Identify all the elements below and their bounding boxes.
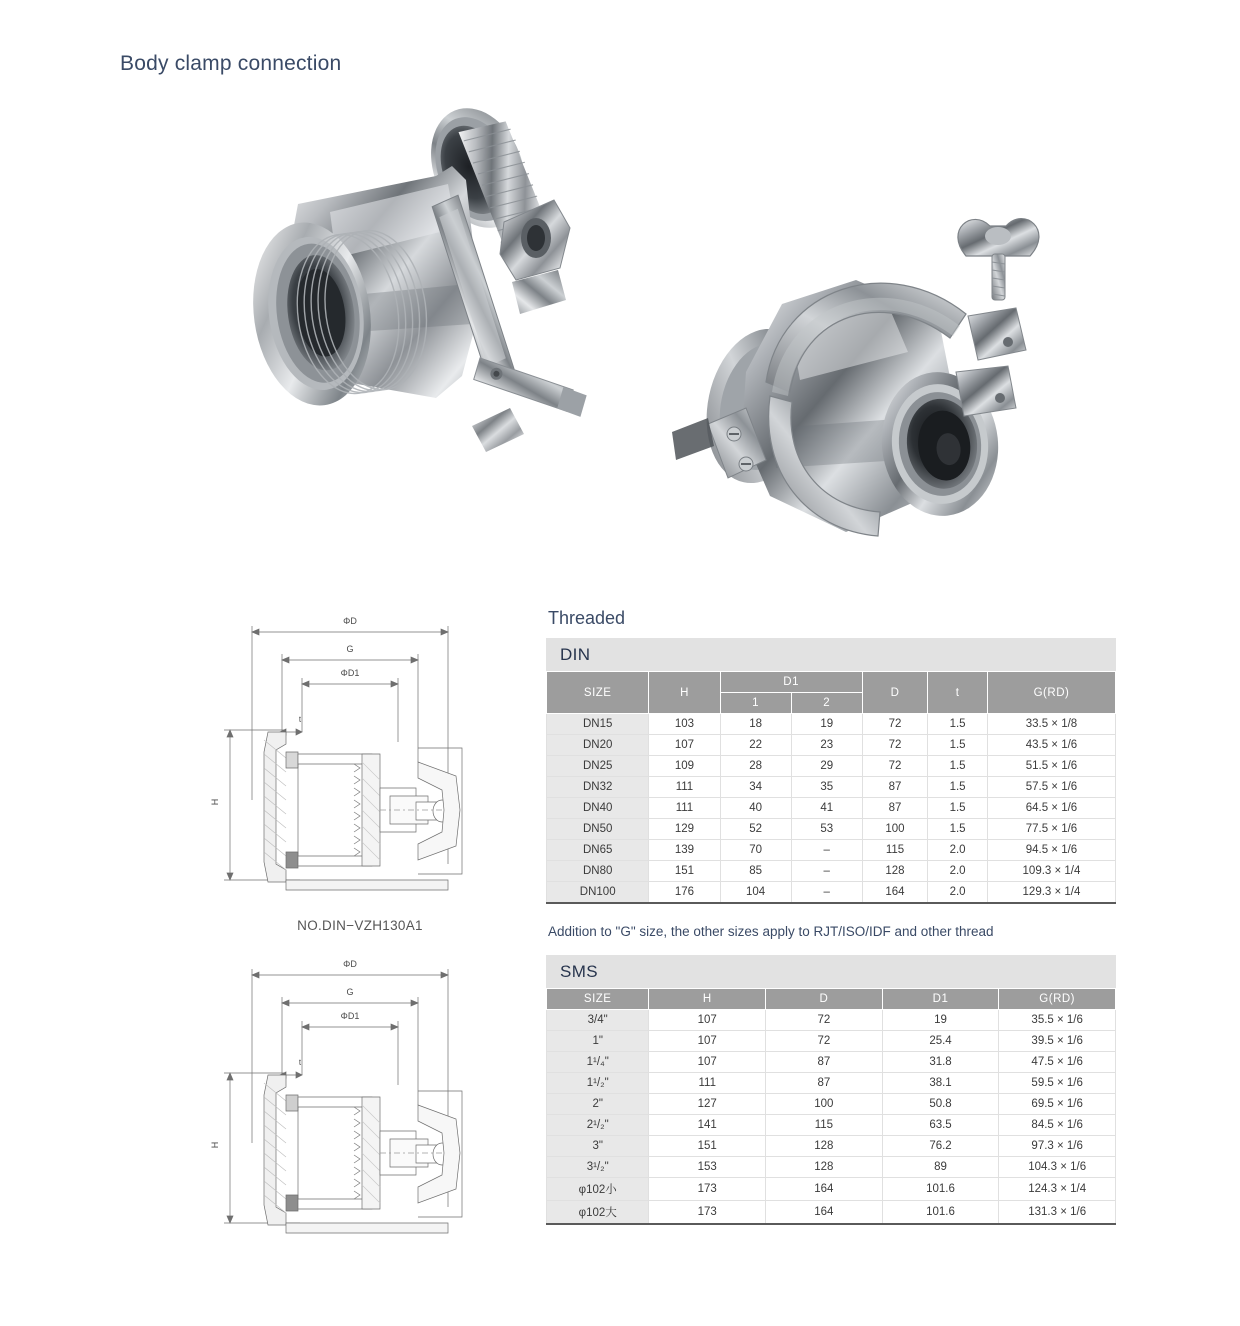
sms-cell-d: 128 bbox=[766, 1156, 883, 1177]
drawing-caption-din: NO.DIN−VZH130A1 bbox=[297, 918, 423, 933]
sms-cell-size: φ102小 bbox=[547, 1177, 649, 1200]
table-row bbox=[547, 714, 1116, 735]
threaded-section bbox=[546, 608, 1116, 1225]
din-cell-size: DN100 bbox=[547, 882, 649, 903]
svg-text:H: H bbox=[210, 1141, 220, 1149]
sms-cell-g: 131.3 × 1/6 bbox=[999, 1200, 1116, 1224]
sms-cell-d1: 25.4 bbox=[882, 1030, 999, 1051]
din-th-d1-1: 1 bbox=[720, 693, 791, 714]
sms-cell-d1: 76.2 bbox=[882, 1135, 999, 1156]
svg-text:ΦD: ΦD bbox=[343, 959, 357, 969]
din-th-h: H bbox=[649, 672, 720, 714]
svg-text:G: G bbox=[346, 987, 354, 997]
sms-cell-size: φ102大 bbox=[547, 1200, 649, 1224]
sms-cell-h: 173 bbox=[649, 1200, 766, 1224]
table-row bbox=[547, 1156, 1116, 1177]
din-th-d: D bbox=[862, 672, 927, 714]
din-cell-d1_1: 22 bbox=[720, 735, 791, 756]
table-row bbox=[547, 1093, 1116, 1114]
sms-th-d: D bbox=[766, 988, 883, 1009]
din-cell-d1_2: – bbox=[791, 840, 862, 861]
din-cell-d1_2: – bbox=[791, 882, 862, 903]
product-photo-threaded-check-valve bbox=[180, 108, 600, 453]
din-cell-d1_1: 34 bbox=[720, 777, 791, 798]
sms-th-h: H bbox=[649, 988, 766, 1009]
din-cell-size: DN65 bbox=[547, 840, 649, 861]
table-row bbox=[547, 1030, 1116, 1051]
din-cell-g: 64.5 × 1/6 bbox=[987, 798, 1115, 819]
sms-cell-d: 72 bbox=[766, 1009, 883, 1030]
svg-text:t: t bbox=[298, 1058, 302, 1067]
din-cell-h: 151 bbox=[649, 861, 720, 882]
table-row bbox=[547, 735, 1116, 756]
din-cell-t: 1.5 bbox=[928, 735, 988, 756]
din-cell-d1_2: 23 bbox=[791, 735, 862, 756]
din-cell-size: DN80 bbox=[547, 861, 649, 882]
sms-cell-d: 164 bbox=[766, 1177, 883, 1200]
table-row bbox=[547, 819, 1116, 840]
din-cell-t: 1.5 bbox=[928, 798, 988, 819]
table-row bbox=[547, 861, 1116, 882]
din-cell-g: 57.5 × 1/6 bbox=[987, 777, 1115, 798]
din-th-d1-group: D1 bbox=[720, 672, 862, 693]
sms-cell-d: 128 bbox=[766, 1135, 883, 1156]
din-th-d1-2: 2 bbox=[791, 693, 862, 714]
din-cell-g: 77.5 × 1/6 bbox=[987, 819, 1115, 840]
threaded-heading: Threaded bbox=[548, 608, 626, 628]
din-table-banner: DIN bbox=[546, 638, 1116, 671]
svg-text:ΦD: ΦD bbox=[343, 616, 357, 626]
sms-cell-size: 3/4" bbox=[547, 1009, 649, 1030]
din-cell-g: 51.5 × 1/6 bbox=[987, 756, 1115, 777]
din-cell-d1_1: 40 bbox=[720, 798, 791, 819]
table-row bbox=[547, 1072, 1116, 1093]
sms-cell-g: 47.5 × 1/6 bbox=[999, 1051, 1116, 1072]
din-cell-size: DN20 bbox=[547, 735, 649, 756]
din-cell-d: 164 bbox=[862, 882, 927, 903]
sms-th-size: SIZE bbox=[547, 988, 649, 1009]
din-cell-h: 111 bbox=[649, 777, 720, 798]
din-cell-d1_1: 28 bbox=[720, 756, 791, 777]
table-row bbox=[547, 840, 1116, 861]
sms-cell-d: 100 bbox=[766, 1093, 883, 1114]
sms-cell-g: 124.3 × 1/4 bbox=[999, 1177, 1116, 1200]
din-cell-d1_1: 104 bbox=[720, 882, 791, 903]
din-cell-g: 109.3 × 1/4 bbox=[987, 861, 1115, 882]
sms-cell-g: 59.5 × 1/6 bbox=[999, 1072, 1116, 1093]
din-cell-d1_1: 70 bbox=[720, 840, 791, 861]
sms-cell-h: 173 bbox=[649, 1177, 766, 1200]
din-cell-t: 1.5 bbox=[928, 756, 988, 777]
sms-table-banner: SMS bbox=[546, 955, 1116, 988]
din-cell-g: 94.5 × 1/6 bbox=[987, 840, 1115, 861]
din-cell-d: 72 bbox=[862, 756, 927, 777]
din-cell-h: 109 bbox=[649, 756, 720, 777]
sms-cell-h: 127 bbox=[649, 1093, 766, 1114]
product-photo-clamp-check-valve bbox=[650, 196, 1070, 582]
sms-cell-g: 69.5 × 1/6 bbox=[999, 1093, 1116, 1114]
sms-cell-d1: 50.8 bbox=[882, 1093, 999, 1114]
sms-cell-d1: 101.6 bbox=[882, 1177, 999, 1200]
din-cell-d1_2: 29 bbox=[791, 756, 862, 777]
din-cell-g: 33.5 × 1/8 bbox=[987, 714, 1115, 735]
din-th-size: SIZE bbox=[547, 672, 649, 714]
din-cell-h: 176 bbox=[649, 882, 720, 903]
sms-table-body bbox=[547, 1009, 1116, 1224]
sms-cell-d: 72 bbox=[766, 1030, 883, 1051]
sms-cell-d: 164 bbox=[766, 1200, 883, 1224]
din-cell-h: 111 bbox=[649, 798, 720, 819]
sms-table-head bbox=[547, 988, 1116, 1009]
sms-th-d1: D1 bbox=[882, 988, 999, 1009]
sms-cell-d: 87 bbox=[766, 1072, 883, 1093]
sms-cell-d1: 31.8 bbox=[882, 1051, 999, 1072]
din-table bbox=[546, 671, 1116, 904]
din-cell-d1_2: 41 bbox=[791, 798, 862, 819]
din-cell-t: 2.0 bbox=[928, 861, 988, 882]
sms-cell-h: 111 bbox=[649, 1072, 766, 1093]
sms-cell-size: 3¹/₂" bbox=[547, 1156, 649, 1177]
sms-th-g: G(RD) bbox=[999, 988, 1116, 1009]
din-cell-h: 139 bbox=[649, 840, 720, 861]
din-cell-d: 115 bbox=[862, 840, 927, 861]
din-cell-size: DN32 bbox=[547, 777, 649, 798]
din-cell-d1_2: 53 bbox=[791, 819, 862, 840]
din-cell-g: 129.3 × 1/4 bbox=[987, 882, 1115, 903]
technical-drawing-din bbox=[190, 612, 530, 912]
svg-text:t: t bbox=[298, 715, 302, 724]
din-table-body bbox=[547, 714, 1116, 903]
sms-cell-g: 84.5 × 1/6 bbox=[999, 1114, 1116, 1135]
table-row bbox=[547, 1200, 1116, 1224]
svg-text:ΦD1: ΦD1 bbox=[340, 1011, 360, 1021]
din-table-head bbox=[547, 672, 1116, 714]
table-row bbox=[547, 882, 1116, 903]
sms-cell-d1: 19 bbox=[882, 1009, 999, 1030]
din-cell-d1_2: 19 bbox=[791, 714, 862, 735]
din-cell-g: 43.5 × 1/6 bbox=[987, 735, 1115, 756]
thread-note: Addition to "G" size, the other sizes apply to RJT/ISO/IDF and other thread bbox=[548, 923, 994, 939]
table-row bbox=[547, 1177, 1116, 1200]
table-row bbox=[547, 777, 1116, 798]
din-cell-d: 72 bbox=[862, 735, 927, 756]
din-cell-h: 107 bbox=[649, 735, 720, 756]
din-cell-d1_1: 85 bbox=[720, 861, 791, 882]
din-th-t: t bbox=[928, 672, 988, 714]
din-cell-size: DN40 bbox=[547, 798, 649, 819]
din-cell-t: 1.5 bbox=[928, 777, 988, 798]
sms-cell-g: 39.5 × 1/6 bbox=[999, 1030, 1116, 1051]
svg-text:G: G bbox=[346, 644, 354, 654]
din-cell-size: DN15 bbox=[547, 714, 649, 735]
din-cell-size: DN25 bbox=[547, 756, 649, 777]
table-row bbox=[547, 798, 1116, 819]
svg-text:ΦD1: ΦD1 bbox=[340, 668, 360, 678]
sms-cell-h: 153 bbox=[649, 1156, 766, 1177]
sms-cell-h: 151 bbox=[649, 1135, 766, 1156]
page-title: Body clamp connection bbox=[120, 52, 342, 75]
din-cell-t: 2.0 bbox=[928, 840, 988, 861]
din-cell-h: 129 bbox=[649, 819, 720, 840]
din-cell-t: 1.5 bbox=[928, 714, 988, 735]
din-cell-d: 87 bbox=[862, 777, 927, 798]
din-th-g: G(RD) bbox=[987, 672, 1115, 714]
sms-cell-d: 115 bbox=[766, 1114, 883, 1135]
sms-cell-g: 104.3 × 1/6 bbox=[999, 1156, 1116, 1177]
sms-cell-h: 141 bbox=[649, 1114, 766, 1135]
sms-cell-d1: 89 bbox=[882, 1156, 999, 1177]
table-row bbox=[547, 1051, 1116, 1072]
sms-cell-d1: 63.5 bbox=[882, 1114, 999, 1135]
din-cell-d: 87 bbox=[862, 798, 927, 819]
table-row bbox=[547, 756, 1116, 777]
din-cell-d: 128 bbox=[862, 861, 927, 882]
din-cell-d1_1: 52 bbox=[720, 819, 791, 840]
sms-cell-size: 2¹/₂" bbox=[547, 1114, 649, 1135]
din-cell-d1_2: – bbox=[791, 861, 862, 882]
sms-cell-d: 87 bbox=[766, 1051, 883, 1072]
sms-cell-g: 35.5 × 1/6 bbox=[999, 1009, 1116, 1030]
technical-drawing-sms bbox=[190, 955, 530, 1255]
sms-cell-d1: 101.6 bbox=[882, 1200, 999, 1224]
din-cell-t: 2.0 bbox=[928, 882, 988, 903]
sms-cell-d1: 38.1 bbox=[882, 1072, 999, 1093]
din-cell-size: DN50 bbox=[547, 819, 649, 840]
sms-cell-size: 1¹/₂" bbox=[547, 1072, 649, 1093]
sms-cell-size: 2" bbox=[547, 1093, 649, 1114]
din-cell-d1_2: 35 bbox=[791, 777, 862, 798]
din-cell-d: 72 bbox=[862, 714, 927, 735]
din-cell-d: 100 bbox=[862, 819, 927, 840]
din-cell-t: 1.5 bbox=[928, 819, 988, 840]
svg-text:H: H bbox=[210, 798, 220, 806]
sms-cell-size: 1¹/₄" bbox=[547, 1051, 649, 1072]
din-cell-d1_1: 18 bbox=[720, 714, 791, 735]
sms-cell-h: 107 bbox=[649, 1030, 766, 1051]
table-row bbox=[547, 1009, 1116, 1030]
sms-cell-h: 107 bbox=[649, 1051, 766, 1072]
sms-cell-g: 97.3 × 1/6 bbox=[999, 1135, 1116, 1156]
sms-table bbox=[546, 988, 1116, 1225]
table-row bbox=[547, 1114, 1116, 1135]
sms-cell-size: 1" bbox=[547, 1030, 649, 1051]
table-row bbox=[547, 1135, 1116, 1156]
sms-cell-h: 107 bbox=[649, 1009, 766, 1030]
sms-cell-size: 3" bbox=[547, 1135, 649, 1156]
din-cell-h: 103 bbox=[649, 714, 720, 735]
